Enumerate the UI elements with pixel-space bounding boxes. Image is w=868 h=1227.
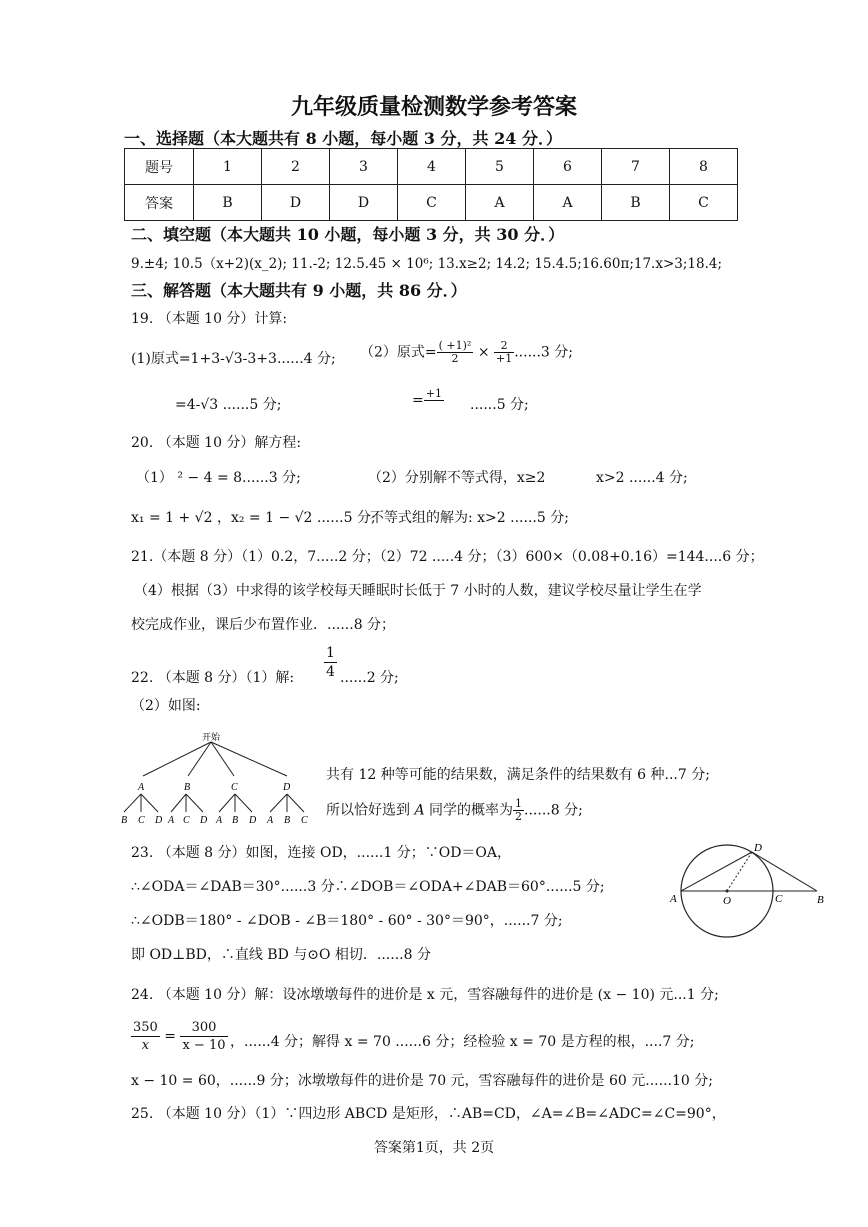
q19-part2-suffix: ......3 分; [514, 344, 573, 361]
tree-leaf: C [183, 815, 190, 826]
q23-line1: 23. （本题 8 分）如图，连接 OD，......1 分；∵OD＝OA， [131, 845, 512, 861]
table-cell: C [398, 185, 466, 221]
q24-equation [131, 1019, 228, 1054]
table-cell: 8 [670, 149, 738, 185]
table-header-cell: 答案 [125, 185, 194, 221]
equals: = [412, 392, 424, 409]
tree-node: B [184, 782, 191, 793]
q23-line2: ∴∠ODA＝∠DAB＝30°......3 分∴∠DOB＝∠ODA+∠DAB＝60°......5 分; [131, 879, 605, 895]
q24-line1: 24. （本题 10 分）解：设冰墩墩每件的进价是 x 元，雪容融每件的进价是 (x − 10) 元...1 分; [131, 987, 719, 1003]
denominator [424, 401, 444, 413]
denominator: 2 [515, 810, 523, 823]
fraction [424, 388, 444, 413]
table-cell: B [194, 185, 262, 221]
q24-line3: x − 10 = 60，......9 分；冰墩墩每件的进价是 70 元，雪容融每件的进价是 60 元......10 分; [131, 1073, 713, 1089]
q23-line4: 即 OD⊥BD，∴直线 BD 与⊙O 相切．......8 分 [131, 947, 431, 963]
tree-leaf: B [232, 815, 239, 826]
table-cell: B [602, 185, 670, 221]
fraction [180, 1019, 227, 1054]
table-cell: 6 [534, 149, 602, 185]
numerator: 1 [326, 645, 335, 661]
q20-line1-left: （1） ² − 4 = 8......3 分; [136, 470, 301, 486]
denominator: x [141, 1038, 150, 1053]
q19-part2-line2-suffix: ......5 分; [470, 397, 529, 413]
numerator: 350 [133, 1020, 158, 1035]
q20-line2-left: x₁ = 1 + √2 ，x₂ = 1 − √2 ......5 分; [131, 510, 376, 526]
q23-line3: ∴∠ODB＝180° - ∠DOB - ∠B＝180° - 60° - 30°＝90°，......7 分; [131, 913, 563, 929]
q22-fraction [324, 644, 337, 681]
q24-line2-rest: ，......4 分；解得 x = 70 ......6 分；经检验 x = 70 是方程的根，....7 分; [230, 1034, 695, 1050]
q20-line2-right: 不等式组的解为: x>2 ......5 分; [370, 510, 569, 526]
tree-node: D [283, 782, 291, 793]
tree-leaf: A [168, 815, 175, 826]
table-cell: 7 [602, 149, 670, 185]
tree-leaf: B [121, 815, 128, 826]
point-label: D [754, 842, 762, 854]
numerator: 2 [494, 340, 514, 353]
q22-result-line2 [326, 798, 583, 823]
point-label: C [775, 893, 783, 905]
tree-leaf: A [267, 815, 274, 826]
variable: A [414, 802, 425, 819]
q20-line1-mid: （2）分别解不等式得，x≥2 [368, 470, 546, 486]
tree-leaf: A [216, 815, 223, 826]
q21-line2: （4）根据（3）中求得的该学校每天睡眠时长低于 7 小时的人数，建议学校尽量让学生在学 [134, 583, 702, 599]
q19-part2-line2 [412, 388, 444, 413]
times-sign: × [477, 344, 490, 361]
circle-figure [665, 836, 835, 946]
fraction [513, 798, 524, 823]
q19-part2-line1 [360, 340, 573, 365]
tree-root-label: 开始 [202, 732, 221, 742]
q19-part2-prefix: （2）原式= [360, 344, 437, 361]
table-cell: 2 [262, 149, 330, 185]
denominator: 2 [451, 352, 459, 365]
text: ......8 分; [524, 802, 583, 819]
point-label: B [817, 894, 824, 906]
tree-leaf: B [284, 815, 291, 826]
table-cell: A [466, 185, 534, 221]
q21-line3: 校完成作业，课后少布置作业．......8 分； [131, 617, 396, 633]
tree-node: C [231, 782, 238, 793]
fraction [131, 1019, 160, 1054]
denominator: 4 [326, 664, 335, 680]
table-cell: C [670, 185, 738, 221]
text: 同学的概率为 [424, 802, 514, 819]
equals: = [164, 1028, 177, 1045]
q19-part1-line2: =4-√3 ......5 分; [175, 397, 282, 413]
table-cell: 4 [398, 149, 466, 185]
q25-line1: 25. （本题 10 分）（1）∵四边形 ABCD 是矩形，∴AB=CD，∠A=∠B=∠ADC=∠C=90°， [131, 1106, 726, 1122]
table-cell: A [534, 185, 602, 221]
section1-heading: 一、选择题（本大题共有 8 小题，每小题 3 分，共 24 分．） [124, 129, 562, 148]
q22-result-line1: 共有 12 种等可能的结果数，满足条件的结果数有 6 种...7 分; [326, 767, 710, 783]
section3-heading: 三、解答题（本大题共有 9 小题，共 86 分．） [131, 281, 467, 300]
numerator: +1 [425, 387, 442, 400]
tree-leaf: D [249, 815, 257, 826]
q22-header: 22. （本题 8 分）（1）解: [131, 670, 295, 686]
text: 所以恰好选到 [326, 802, 415, 819]
q21-line1: 21.（本题 8 分）（1）0.2，7.....2 分；（2）72 .....4 分；（3）600×（0.08+0.16）=144....6 分； [131, 549, 764, 565]
q19-header: 19. （本题 10 分）计算: [131, 311, 288, 327]
tree-diagram [110, 728, 320, 828]
page-footer: 答案第1页，共 2页 [373, 1140, 495, 1156]
tree-node: A [138, 782, 145, 793]
fraction [494, 340, 514, 365]
numerator: ( +1)² [438, 339, 472, 352]
denominator: x − 10 [182, 1038, 226, 1053]
table-cell: 1 [194, 149, 262, 185]
numerator: 1 [515, 797, 523, 810]
tree-leaf: D [200, 815, 208, 826]
q22-part2: （2）如图: [131, 698, 201, 714]
section2-heading: 二、填空题（本大题共 10 小题，每小题 3 分，共 30 分．） [131, 225, 565, 244]
q20-header: 20. （本题 10 分）解方程: [131, 435, 302, 451]
numerator: 300 [180, 1019, 227, 1037]
point-label: O [723, 895, 731, 907]
q22-suffix: ......2 分; [340, 670, 399, 686]
table-row [125, 185, 738, 221]
table-cell: D [330, 185, 398, 221]
page-title: 九年级质量检测数学参考答案 [290, 94, 577, 120]
tree-leaf: C [301, 815, 308, 826]
denominator: +1 [496, 352, 513, 365]
tree-leaf: D [155, 815, 163, 826]
table-header-cell: 题号 [125, 149, 194, 185]
table-cell: D [262, 185, 330, 221]
table-cell: 3 [330, 149, 398, 185]
tree-leaf: C [138, 815, 145, 826]
q20-line1-right: x>2 ......4 分; [596, 470, 688, 486]
point-label: A [670, 893, 677, 905]
fill-in-answers: 9.±4; 10.5（x+2)(x_2); 11.-2; 12.5.45 × 10⁶; 13.x≥2; 14.2; 15.4.5;16.60π;17.x>3;18.4; [131, 256, 723, 272]
answer-table [124, 148, 738, 221]
fraction [437, 340, 474, 365]
table-cell: 5 [466, 149, 534, 185]
q19-part1-line1: (1)原式=1+3-√3-3+3......4 分; [131, 351, 336, 367]
fraction [324, 644, 337, 681]
table-row [125, 149, 738, 185]
